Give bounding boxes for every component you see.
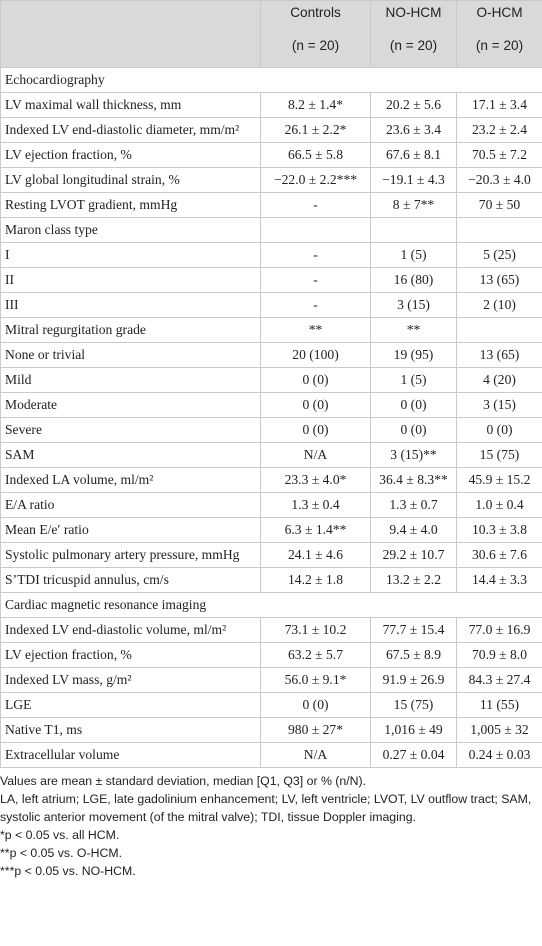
row-label: LV ejection fraction, % xyxy=(1,643,261,668)
table-row xyxy=(1,393,542,418)
cell-value: 5 (25) xyxy=(457,243,542,268)
cell-value: 0 (0) xyxy=(261,368,371,393)
col-header-ohcm: O-HCM xyxy=(457,1,542,35)
cell-value: 70 ± 50 xyxy=(457,193,542,218)
table-row xyxy=(1,318,542,343)
cell-value: 3 (15) xyxy=(457,393,542,418)
cell-value: 1 (5) xyxy=(371,243,457,268)
cell-value: 0 (0) xyxy=(261,693,371,718)
cell-value: 91.9 ± 26.9 xyxy=(371,668,457,693)
cell-value: −19.1 ± 4.3 xyxy=(371,168,457,193)
row-label: LV global longitudinal strain, % xyxy=(1,168,261,193)
cell-value: - xyxy=(261,193,371,218)
cell-value: - xyxy=(261,243,371,268)
section-label: Cardiac magnetic resonance imaging xyxy=(1,593,542,618)
cell-value: 16 (80) xyxy=(371,268,457,293)
row-label: Maron class type xyxy=(1,218,261,243)
table-header xyxy=(1,1,542,68)
cell-value: 15 (75) xyxy=(371,693,457,718)
cell-value: 66.5 ± 5.8 xyxy=(261,143,371,168)
row-label: Resting LVOT gradient, mmHg xyxy=(1,193,261,218)
cell-value: N/A xyxy=(261,443,371,468)
table-row xyxy=(1,718,542,743)
cell-value xyxy=(457,218,542,243)
table-row xyxy=(1,693,542,718)
cell-value: 2 (10) xyxy=(457,293,542,318)
row-label: S’TDI tricuspid annulus, cm/s xyxy=(1,568,261,593)
cell-value: 15 (75) xyxy=(457,443,542,468)
row-label: Native T1, ms xyxy=(1,718,261,743)
cell-value: N/A xyxy=(261,743,371,768)
cell-value xyxy=(371,218,457,243)
table-row xyxy=(1,418,542,443)
cell-value: 23.6 ± 3.4 xyxy=(371,118,457,143)
cell-value: 0.27 ± 0.04 xyxy=(371,743,457,768)
cell-value: 6.3 ± 1.4** xyxy=(261,518,371,543)
cell-value: 13.2 ± 2.2 xyxy=(371,568,457,593)
cell-value: 26.1 ± 2.2* xyxy=(261,118,371,143)
cell-value: 67.6 ± 8.1 xyxy=(371,143,457,168)
cell-value: 14.4 ± 3.3 xyxy=(457,568,542,593)
section-row xyxy=(1,68,542,93)
table-row xyxy=(1,193,542,218)
cell-value: 70.5 ± 7.2 xyxy=(457,143,542,168)
table-row xyxy=(1,343,542,368)
row-label: Indexed LV end-diastolic volume, ml/m² xyxy=(1,618,261,643)
cell-value: 20 (100) xyxy=(261,343,371,368)
table-row xyxy=(1,243,542,268)
cell-value: 1,005 ± 32 xyxy=(457,718,542,743)
table-row xyxy=(1,518,542,543)
footnote: ***p < 0.05 vs. NO-HCM. xyxy=(0,864,136,878)
cell-value: 1.3 ± 0.4 xyxy=(261,493,371,518)
cell-value: 29.2 ± 10.7 xyxy=(371,543,457,568)
cell-value: −22.0 ± 2.2*** xyxy=(261,168,371,193)
cell-value: 1.0 ± 0.4 xyxy=(457,493,542,518)
cell-value: 14.2 ± 1.8 xyxy=(261,568,371,593)
cell-value: 70.9 ± 8.0 xyxy=(457,643,542,668)
cell-value: 8.2 ± 1.4* xyxy=(261,93,371,118)
cell-value: 63.2 ± 5.7 xyxy=(261,643,371,668)
cell-value: 11 (55) xyxy=(457,693,542,718)
cell-value: −20.3 ± 4.0 xyxy=(457,168,542,193)
cell-value: 77.7 ± 15.4 xyxy=(371,618,457,643)
row-label: Systolic pulmonary artery pressure, mmHg xyxy=(1,543,261,568)
cell-value: 0 (0) xyxy=(261,418,371,443)
section-label: Echocardiography xyxy=(1,68,542,93)
table-row xyxy=(1,168,542,193)
table-row xyxy=(1,668,542,693)
cell-value: - xyxy=(261,293,371,318)
table-row xyxy=(1,618,542,643)
cell-value: 0.24 ± 0.03 xyxy=(457,743,542,768)
table-body xyxy=(1,68,542,768)
table-row xyxy=(1,543,542,568)
cell-value: 13 (65) xyxy=(457,268,542,293)
n-nohcm: (n = 20) xyxy=(371,34,457,68)
cell-value: ** xyxy=(371,318,457,343)
table-row xyxy=(1,293,542,318)
cell-value: 36.4 ± 8.3** xyxy=(371,468,457,493)
cell-value: 24.1 ± 4.6 xyxy=(261,543,371,568)
cell-value: 9.4 ± 4.0 xyxy=(371,518,457,543)
col-header-controls: Controls xyxy=(261,1,371,35)
header-blank xyxy=(1,1,261,35)
cell-value: 980 ± 27* xyxy=(261,718,371,743)
row-label: Mild xyxy=(1,368,261,393)
cell-value: 20.2 ± 5.6 xyxy=(371,93,457,118)
n-ohcm: (n = 20) xyxy=(457,34,542,68)
cell-value: 0 (0) xyxy=(371,393,457,418)
cell-value: 73.1 ± 10.2 xyxy=(261,618,371,643)
table-row xyxy=(1,143,542,168)
table-footnotes xyxy=(0,768,542,880)
col-header-nohcm: NO-HCM xyxy=(371,1,457,35)
row-label: Indexed LA volume, ml/m² xyxy=(1,468,261,493)
cell-value: 3 (15)** xyxy=(371,443,457,468)
row-label: III xyxy=(1,293,261,318)
table-row xyxy=(1,118,542,143)
cell-value: 19 (95) xyxy=(371,343,457,368)
section-row xyxy=(1,593,542,618)
footnote: *p < 0.05 vs. all HCM. xyxy=(0,828,120,842)
row-label: LV ejection fraction, % xyxy=(1,143,261,168)
row-label: Extracellular volume xyxy=(1,743,261,768)
cell-value: 84.3 ± 27.4 xyxy=(457,668,542,693)
cell-value: 0 (0) xyxy=(371,418,457,443)
cell-value: 3 (15) xyxy=(371,293,457,318)
table-row xyxy=(1,468,542,493)
row-label: None or trivial xyxy=(1,343,261,368)
table-row xyxy=(1,743,542,768)
table-row xyxy=(1,368,542,393)
cell-value: 23.2 ± 2.4 xyxy=(457,118,542,143)
row-label: Moderate xyxy=(1,393,261,418)
row-label: I xyxy=(1,243,261,268)
table-row xyxy=(1,93,542,118)
row-label: Indexed LV end-diastolic diameter, mm/m² xyxy=(1,118,261,143)
table-row xyxy=(1,443,542,468)
cell-value xyxy=(261,218,371,243)
table-row xyxy=(1,493,542,518)
cell-value xyxy=(457,318,542,343)
header-blank-2 xyxy=(1,34,261,68)
cell-value: 8 ± 7** xyxy=(371,193,457,218)
footnote: **p < 0.05 vs. O-HCM. xyxy=(0,846,122,860)
cell-value: 77.0 ± 16.9 xyxy=(457,618,542,643)
cell-value: 30.6 ± 7.6 xyxy=(457,543,542,568)
row-label: LV maximal wall thickness, mm xyxy=(1,93,261,118)
cell-value: 56.0 ± 9.1* xyxy=(261,668,371,693)
row-label: Indexed LV mass, g/m² xyxy=(1,668,261,693)
cell-value: 1 (5) xyxy=(371,368,457,393)
n-controls: (n = 20) xyxy=(261,34,371,68)
row-label: Severe xyxy=(1,418,261,443)
cell-value: 4 (20) xyxy=(457,368,542,393)
row-label: II xyxy=(1,268,261,293)
row-label: E/A ratio xyxy=(1,493,261,518)
cell-value: 0 (0) xyxy=(457,418,542,443)
footnote: LA, left atrium; LGE, late gadolinium enhancement; LV, left ventricle; LVOT, LV outflow tract; SAM, systolic anterior movement (of the mitral valve); TDI, tissue Doppler imaging. xyxy=(0,792,532,824)
table-row xyxy=(1,643,542,668)
cell-value: - xyxy=(261,268,371,293)
cell-value: 17.1 ± 3.4 xyxy=(457,93,542,118)
cell-value: 0 (0) xyxy=(261,393,371,418)
cell-value: 10.3 ± 3.8 xyxy=(457,518,542,543)
cell-value: 1.3 ± 0.7 xyxy=(371,493,457,518)
row-label: Mean E/e′ ratio xyxy=(1,518,261,543)
row-label: Mitral regurgitation grade xyxy=(1,318,261,343)
cell-value: 67.5 ± 8.9 xyxy=(371,643,457,668)
table-row xyxy=(1,568,542,593)
cell-value: 1,016 ± 49 xyxy=(371,718,457,743)
footnote: Values are mean ± standard deviation, median [Q1, Q3] or % (n/N). xyxy=(0,774,367,788)
table-row xyxy=(1,268,542,293)
cell-value: 45.9 ± 15.2 xyxy=(457,468,542,493)
row-label: LGE xyxy=(1,693,261,718)
cell-value: 13 (65) xyxy=(457,343,542,368)
cell-value: ** xyxy=(261,318,371,343)
cell-value: 23.3 ± 4.0* xyxy=(261,468,371,493)
row-label: SAM xyxy=(1,443,261,468)
table-row xyxy=(1,218,542,243)
